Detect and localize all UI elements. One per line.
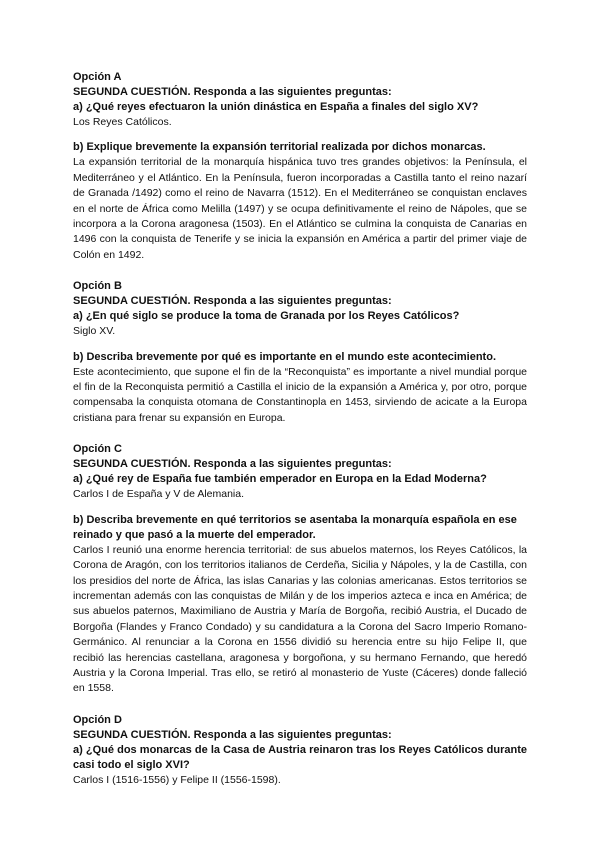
section-header: SEGUNDA CUESTIÓN. Responda a las siguientes preguntas: bbox=[73, 295, 392, 308]
answer-a: Carlos I de España y V de Alemania. bbox=[73, 488, 245, 501]
question-a: a) ¿Qué dos monarcas de la Casa de Austria reinaron tras los Reyes Católicos durante casi todo el siglo XVI? bbox=[73, 743, 527, 771]
answer-a: Carlos I (1516-1556) y Felipe II (1556-1598). bbox=[73, 773, 281, 786]
option-b-section bbox=[73, 279, 527, 426]
option-title: Opción C bbox=[73, 443, 122, 456]
question-a: a) ¿Qué reyes efectuaron la unión dinástica en España a finales del siglo XV? bbox=[73, 101, 479, 113]
question-b: b) Describa brevemente en qué territorios se asentaba la monarquía española en ese reinado y que pasó a la muerte del emperador. bbox=[73, 513, 517, 541]
option-title: Opción A bbox=[73, 71, 122, 83]
section-header: SEGUNDA CUESTIÓN. Responda a las siguientes preguntas: bbox=[73, 728, 392, 741]
answer-b: La expansión territorial de la monarquía hispánica tuvo tres grandes objetivos: la Península, el Mediterráneo y el Atlántico. En la Península, fueron incorporadas a Castilla tanto el reino nazarí de Granada /1492) como el reino de Navarra (1512). En el Mediterráneo se conquistan enclaves en el norte de África como Melilla (1497) y se ocupa definitivamente el reino de Nápoles, que se incorpora a la Corona aragonesa (1503). En el Atlántico se culmina la conquista de Canarias en 1496 con la conquista de Tenerife y se inicia la expansión en América a partir del primer viaje de Colón en 1492. bbox=[73, 156, 527, 261]
question-b: b) Describa brevemente por qué es importante en el mundo este acontecimiento. bbox=[73, 350, 496, 363]
answer-b: Este acontecimiento, que supone el fin de la “Reconquista” es importante a nivel mundial porque el fin de la Reconquista permitió a Castilla el inicio de la expansión a América y, por otro, porque compensaba la conquista otomana de Constantinopla en 1453, sirviendo de acicate a la Europa cristiana para frenar su expansión en Europa. bbox=[73, 365, 527, 424]
option-title: Opción B bbox=[73, 280, 122, 293]
option-title: Opción D bbox=[73, 713, 122, 726]
answer-a: Siglo XV. bbox=[73, 325, 116, 338]
document-page bbox=[73, 70, 527, 788]
section-header: SEGUNDA CUESTIÓN. Responda a las siguientes preguntas: bbox=[73, 458, 392, 471]
answer-b: Carlos I reunió una enorme herencia territorial: de sus abuelos maternos, los Reyes Católicos, la Corona de Aragón, con los territorios italianos de Cerdeña, Sicilia y Nápoles, y la de Castilla, con los presidios del norte de África, las islas Canarias y las colonias americanas. Estos territorios se incrementan además con las conquistas de Milán y de los imperios azteca e inca en América; de sus abuelos paternos, Maximiliano de Austria y María de Borgoña, recibió Austria, el Ducado de Borgoña (Flandes y Franco Condado) y su candidatura a la Corona del Sacro Imperio Romano-Germánico. Al renunciar a la Corona en 1556 dividió su herencia entre su hijo Felipe II, que recibió las herencias castellana, aragonesa y borgoñona, y su hermano Fernando, que heredó Austria y la Corona Imperial. Tras ello, se retiró al monasterio de Yuste (Cáceres) donde falleció en 1558. bbox=[73, 543, 527, 695]
question-a: a) ¿Qué rey de España fue también emperador en Europa en la Edad Moderna? bbox=[73, 473, 487, 486]
answer-a: Los Reyes Católicos. bbox=[73, 116, 172, 128]
option-a-section bbox=[73, 70, 527, 263]
section-header: SEGUNDA CUESTIÓN. Responda a las siguientes preguntas: bbox=[73, 86, 392, 98]
question-b: b) Explique brevemente la expansión territorial realizada por dichos monarcas. bbox=[73, 141, 486, 154]
question-a: a) ¿En qué siglo se produce la toma de Granada por los Reyes Católicos? bbox=[73, 310, 460, 323]
option-c-section bbox=[73, 442, 527, 696]
option-d-section bbox=[73, 713, 527, 788]
